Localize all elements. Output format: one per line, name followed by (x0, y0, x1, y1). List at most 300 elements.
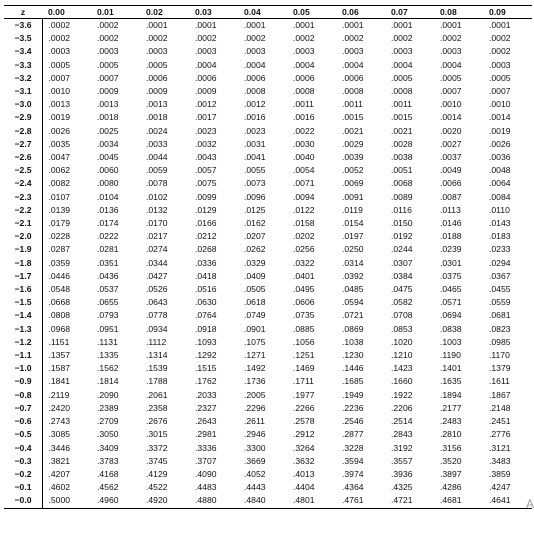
probability-cell: .0968 (48, 323, 71, 334)
column-header: 0.02 (140, 6, 189, 19)
probability-cell: .0002 (97, 33, 119, 44)
probability-cell: .0003 (391, 46, 413, 57)
probability-cell: .4562 (97, 482, 119, 493)
table-row (4, 230, 532, 243)
probability-cell: .2676 (146, 416, 168, 427)
probability-cell: .0023 (195, 125, 217, 136)
probability-cell: .0002 (244, 33, 266, 44)
probability-cell: .3264 (293, 442, 315, 453)
probability-cell: .0158 (293, 218, 315, 229)
probability-cell: .2743 (48, 416, 71, 427)
z-value-cell: −2.5 (4, 164, 42, 177)
probability-cell: .0170 (146, 218, 168, 229)
probability-cell: .0007 (97, 72, 119, 83)
probability-cell: .0392 (342, 270, 364, 281)
probability-cell: .4522 (146, 482, 168, 493)
probability-cell: .0183 (489, 231, 511, 242)
table-row (4, 428, 532, 441)
probability-cell: .1210 (391, 350, 413, 361)
probability-cell: .0020 (440, 125, 462, 136)
probability-cell: .3745 (146, 455, 168, 466)
probability-cell: .2776 (489, 429, 511, 440)
probability-cell: .0041 (244, 152, 266, 163)
z-value-cell: −1.5 (4, 296, 42, 309)
probability-cell: .1949 (342, 389, 364, 400)
probability-cell: .0071 (293, 178, 315, 189)
probability-cell: .0016 (293, 112, 315, 123)
probability-cell: .0038 (391, 152, 413, 163)
probability-cell: .4247 (489, 482, 511, 493)
probability-cell: .0002 (391, 33, 413, 44)
probability-cell: .2061 (146, 389, 168, 400)
probability-cell: .0002 (97, 20, 119, 30)
column-header: 0.07 (385, 6, 434, 19)
table-row (4, 98, 532, 111)
probability-cell: .0901 (244, 323, 266, 334)
probability-cell: .0485 (342, 284, 364, 295)
table-row (4, 19, 532, 33)
probability-cell: .2177 (440, 402, 462, 413)
z-value-cell: −1.3 (4, 323, 42, 336)
probability-cell: .0154 (342, 218, 364, 229)
table-row (4, 111, 532, 124)
probability-cell: .4880 (189, 494, 238, 508)
table-row (4, 72, 532, 85)
probability-cell: .1894 (440, 389, 462, 400)
probability-cell: .0985 (489, 336, 511, 347)
probability-cell: .0136 (97, 204, 119, 215)
probability-cell: .3936 (391, 468, 413, 479)
probability-cell: .0026 (48, 125, 71, 136)
probability-cell: .0281 (97, 244, 119, 255)
table-row (4, 191, 532, 204)
probability-cell: .0853 (391, 323, 413, 334)
table-row (4, 177, 532, 190)
table-row (4, 336, 532, 349)
probability-cell: .0001 (440, 20, 462, 30)
table-row (4, 349, 532, 362)
probability-cell: .1736 (244, 376, 266, 387)
probability-cell: .1401 (440, 363, 462, 374)
z-value-cell: −1.2 (4, 336, 42, 349)
probability-cell: .0035 (48, 138, 71, 149)
probability-cell: .0222 (97, 231, 119, 242)
table-row (4, 362, 532, 375)
probability-cell: .1867 (489, 389, 511, 400)
table-row (4, 138, 532, 151)
probability-cell: .2946 (244, 429, 266, 440)
probability-cell: .0003 (440, 46, 462, 57)
probability-cell: .0838 (440, 323, 462, 334)
table-row (4, 494, 532, 508)
table-row (4, 283, 532, 296)
probability-cell: .0016 (244, 112, 266, 123)
probability-cell: .0013 (48, 99, 71, 110)
probability-cell: .1093 (195, 336, 217, 347)
probability-cell: .0329 (244, 257, 266, 268)
probability-cell: .1635 (440, 376, 462, 387)
probability-cell: .0233 (489, 244, 511, 255)
probability-cell: .0002 (440, 33, 462, 44)
probability-cell: .0008 (391, 86, 413, 97)
table-row (4, 375, 532, 388)
probability-cell: .1423 (391, 363, 413, 374)
probability-cell: .0008 (342, 86, 364, 97)
probability-cell: .1562 (97, 363, 119, 374)
probability-cell: .4364 (342, 482, 364, 493)
probability-cell: .0207 (244, 231, 266, 242)
probability-cell: .0475 (391, 284, 413, 295)
probability-cell: .4641 (483, 494, 532, 508)
probability-cell: .0004 (391, 59, 413, 70)
z-value-cell: −1.6 (4, 283, 42, 296)
probability-cell: .0010 (489, 99, 511, 110)
probability-cell: .1075 (244, 336, 266, 347)
probability-cell: .4840 (238, 494, 287, 508)
z-value-cell: −0.3 (4, 455, 42, 468)
probability-cell: .0007 (440, 86, 462, 97)
probability-cell: .0764 (195, 310, 217, 321)
probability-cell: .0465 (440, 284, 462, 295)
probability-cell: .0039 (342, 152, 364, 163)
probability-cell: .2358 (146, 402, 168, 413)
probability-cell: .0057 (195, 165, 217, 176)
probability-cell: .0655 (97, 297, 119, 308)
probability-cell: .0096 (244, 191, 266, 202)
probability-cell: .0054 (293, 165, 315, 176)
probability-cell: .0040 (293, 152, 315, 163)
probability-cell: .0526 (146, 284, 168, 295)
probability-cell: .0107 (48, 191, 71, 202)
probability-cell: .1131 (97, 336, 118, 347)
probability-cell: .0618 (244, 297, 266, 308)
table-row (4, 59, 532, 72)
probability-cell: .3300 (244, 442, 266, 453)
probability-cell: .1814 (97, 376, 119, 387)
probability-cell: .0099 (195, 191, 217, 202)
probability-cell: .0322 (293, 257, 315, 268)
z-value-cell: −3.3 (4, 59, 42, 72)
probability-cell: .0336 (195, 257, 217, 268)
probability-cell: .0005 (146, 59, 168, 70)
probability-cell: .4681 (434, 494, 483, 508)
probability-cell: .4129 (146, 468, 168, 479)
probability-cell: .1539 (146, 363, 168, 374)
probability-cell: .0003 (195, 46, 217, 57)
probability-cell: .0122 (293, 204, 315, 215)
probability-cell: .3372 (146, 442, 168, 453)
probability-cell: .0009 (146, 86, 168, 97)
probability-cell: .0001 (342, 20, 364, 30)
probability-cell: .3085 (48, 429, 71, 440)
column-header: 0.08 (434, 6, 483, 19)
probability-cell: .0244 (391, 244, 413, 255)
z-value-cell: −0.5 (4, 428, 42, 441)
probability-cell: .0793 (97, 310, 119, 321)
probability-cell: .3228 (342, 442, 364, 453)
probability-cell: .0027 (440, 138, 462, 149)
probability-cell: .3409 (97, 442, 119, 453)
probability-cell: .0869 (342, 323, 364, 334)
probability-cell: .0004 (293, 59, 315, 70)
probability-cell: .0307 (391, 257, 413, 268)
z-value-cell: −3.6 (4, 19, 42, 33)
column-header: 0.06 (336, 6, 385, 19)
probability-cell: .0003 (293, 46, 315, 57)
probability-cell: .2611 (244, 416, 265, 427)
probability-cell: .0003 (48, 46, 71, 57)
probability-cell: .2810 (440, 429, 462, 440)
probability-cell: .3707 (195, 455, 217, 466)
probability-cell: .0934 (146, 323, 168, 334)
probability-cell: .0003 (489, 59, 511, 70)
z-value-cell: −3.2 (4, 72, 42, 85)
probability-cell: .3156 (440, 442, 462, 453)
probability-cell: .4602 (48, 482, 71, 493)
probability-cell: .2912 (293, 429, 315, 440)
probability-cell: .2389 (97, 402, 119, 413)
z-value-cell: −1.4 (4, 309, 42, 322)
probability-cell: .0031 (244, 138, 266, 149)
table-row (4, 296, 532, 309)
probability-cell: .0052 (342, 165, 364, 176)
probability-cell: .0594 (342, 297, 364, 308)
probability-cell: .0060 (97, 165, 119, 176)
probability-cell: .0694 (440, 310, 462, 321)
probability-cell: .0537 (97, 284, 119, 295)
table-row (4, 151, 532, 164)
probability-cell: .1335 (97, 350, 119, 361)
probability-cell: .0002 (48, 33, 71, 44)
probability-cell: .3483 (489, 455, 511, 466)
probability-cell: .2643 (195, 416, 217, 427)
probability-cell: .0885 (293, 323, 315, 334)
probability-cell: .0006 (195, 72, 217, 83)
probability-cell: .0073 (244, 178, 266, 189)
table-row (4, 243, 532, 256)
z-value-cell: −3.0 (4, 98, 42, 111)
probability-cell: .1151 (48, 336, 70, 347)
probability-cell: .0119 (342, 204, 363, 215)
z-value-cell: −0.9 (4, 375, 42, 388)
probability-cell: .0495 (293, 284, 315, 295)
probability-cell: .0008 (244, 86, 266, 97)
z-value-cell: −0.4 (4, 442, 42, 455)
probability-cell: .3050 (97, 429, 119, 440)
probability-cell: .1446 (342, 363, 364, 374)
table-body (4, 19, 532, 509)
z-value-cell: −2.8 (4, 125, 42, 138)
probability-cell: .1230 (342, 350, 364, 361)
probability-cell: .0002 (489, 33, 511, 44)
z-value-cell: −2.0 (4, 230, 42, 243)
column-header: 0.03 (189, 6, 238, 19)
probability-cell: .4168 (97, 468, 119, 479)
probability-cell: .1685 (342, 376, 364, 387)
probability-cell: .2514 (391, 416, 413, 427)
probability-cell: .0188 (440, 231, 462, 242)
probability-cell: .1841 (48, 376, 71, 387)
table-row (4, 455, 532, 468)
probability-cell: .2327 (195, 402, 217, 413)
probability-cell: .4920 (140, 494, 189, 508)
probability-cell: .1038 (342, 336, 364, 347)
probability-cell: .3557 (391, 455, 413, 466)
probability-cell: .0778 (146, 310, 168, 321)
probability-cell: .0032 (195, 138, 217, 149)
probability-cell: .0015 (342, 112, 364, 123)
probability-cell: .0006 (293, 72, 315, 83)
probability-cell: .3192 (391, 442, 413, 453)
probability-cell: .0026 (489, 138, 511, 149)
probability-cell: .2420 (48, 402, 71, 413)
probability-cell: .0043 (195, 152, 217, 163)
probability-cell: .0080 (97, 178, 119, 189)
z-value-cell: −0.2 (4, 468, 42, 481)
probability-cell: .0002 (195, 33, 217, 44)
probability-cell: .3446 (48, 442, 71, 453)
probability-cell: .0007 (489, 86, 511, 97)
probability-cell: .4286 (440, 482, 462, 493)
probability-cell: .0089 (391, 191, 413, 202)
probability-cell: .0143 (489, 218, 511, 229)
probability-cell: .0455 (489, 284, 511, 295)
z-value-cell: −3.4 (4, 45, 42, 58)
probability-cell: .0002 (293, 33, 315, 44)
table-row (4, 270, 532, 283)
probability-cell: .0084 (489, 191, 511, 202)
table-row (4, 125, 532, 138)
probability-cell: .0102 (146, 191, 168, 202)
probability-cell: .0001 (391, 20, 413, 30)
probability-cell: .0505 (244, 284, 266, 295)
probability-cell: .0005 (97, 59, 119, 70)
z-value-cell: −0.8 (4, 389, 42, 402)
probability-cell: .2090 (97, 389, 119, 400)
probability-cell: .0002 (48, 20, 71, 30)
table-row (4, 164, 532, 177)
z-value-cell: −2.6 (4, 151, 42, 164)
probability-cell: .1977 (293, 389, 315, 400)
z-value-cell: −2.3 (4, 191, 42, 204)
table-row (4, 217, 532, 230)
z-value-cell: −1.9 (4, 243, 42, 256)
probability-cell: .0082 (48, 178, 71, 189)
probability-cell: .0004 (195, 59, 217, 70)
probability-cell: .0022 (293, 125, 315, 136)
probability-cell: .0021 (391, 125, 413, 136)
probability-cell: .0064 (489, 178, 511, 189)
table-header-row (4, 6, 532, 19)
probability-cell: .0001 (489, 20, 511, 30)
probability-cell: .2296 (244, 402, 266, 413)
probability-cell: .1515 (195, 363, 217, 374)
probability-cell: .0287 (48, 244, 71, 255)
probability-cell: .1292 (195, 350, 217, 361)
probability-cell: .0418 (195, 270, 217, 281)
probability-cell: .1492 (244, 363, 266, 374)
probability-cell: .0113 (440, 204, 461, 215)
probability-cell: .1056 (293, 336, 315, 347)
probability-cell: .0021 (342, 125, 364, 136)
probability-cell: .0004 (244, 59, 266, 70)
probability-cell: .0823 (489, 323, 511, 334)
table-row (4, 481, 532, 494)
z-value-cell: −2.1 (4, 217, 42, 230)
probability-cell: .0212 (195, 231, 217, 242)
probability-cell: .1314 (146, 350, 168, 361)
probability-cell: .4090 (195, 468, 217, 479)
z-value-cell: −1.7 (4, 270, 42, 283)
probability-cell: .0011 (342, 99, 363, 110)
probability-cell: .0011 (293, 99, 314, 110)
probability-cell: .0918 (195, 323, 217, 334)
z-value-cell: −3.1 (4, 85, 42, 98)
probability-cell: .4207 (48, 468, 71, 479)
probability-cell: .0044 (146, 152, 168, 163)
probability-cell: .0129 (195, 204, 217, 215)
z-value-cell: −0.6 (4, 415, 42, 428)
probability-cell: .0002 (146, 33, 168, 44)
probability-cell: .0029 (342, 138, 364, 149)
probability-cell: .0735 (293, 310, 315, 321)
probability-cell: .4483 (195, 482, 217, 493)
probability-cell: .0301 (440, 257, 462, 268)
probability-cell: .0125 (244, 204, 266, 215)
z-value-cell: −2.2 (4, 204, 42, 217)
probability-cell: .2005 (244, 389, 266, 400)
probability-cell: .0075 (195, 178, 217, 189)
probability-cell: .4325 (391, 482, 413, 493)
probability-cell: .0132 (146, 204, 168, 215)
probability-cell: .0217 (146, 231, 168, 242)
probability-cell: .0516 (195, 284, 217, 295)
probability-cell: .0005 (391, 72, 413, 83)
probability-cell: .0436 (97, 270, 119, 281)
probability-cell: .1711 (293, 376, 314, 387)
probability-cell: .0009 (195, 86, 217, 97)
probability-cell: .0033 (146, 138, 168, 149)
probability-cell: .0019 (48, 112, 71, 123)
probability-cell: .0010 (48, 86, 71, 97)
probability-cell: .2206 (391, 402, 413, 413)
probability-cell: .0116 (391, 204, 412, 215)
probability-cell: .0003 (97, 46, 119, 57)
probability-cell: .3632 (293, 455, 315, 466)
probability-cell: .0013 (97, 99, 119, 110)
probability-cell: .1788 (146, 376, 168, 387)
probability-cell: .0023 (244, 125, 266, 136)
probability-cell: .2033 (195, 389, 217, 400)
probability-cell: .0008 (293, 86, 315, 97)
probability-cell: .4052 (244, 468, 266, 479)
probability-cell: .0643 (146, 297, 168, 308)
z-value-cell: −0.7 (4, 402, 42, 415)
table-row (4, 468, 532, 481)
probability-cell: .0001 (244, 20, 266, 30)
probability-cell: .0019 (489, 125, 511, 136)
table-row (4, 32, 532, 45)
probability-cell: .0045 (97, 152, 119, 163)
table-row (4, 402, 532, 415)
z-value-cell: −0.1 (4, 481, 42, 494)
probability-cell: .0034 (97, 138, 119, 149)
probability-cell: .0375 (440, 270, 462, 281)
probability-cell: .4721 (385, 494, 434, 508)
probability-cell: .0049 (440, 165, 462, 176)
z-value-cell: −1.8 (4, 257, 42, 270)
edge-mark: A (526, 497, 534, 511)
